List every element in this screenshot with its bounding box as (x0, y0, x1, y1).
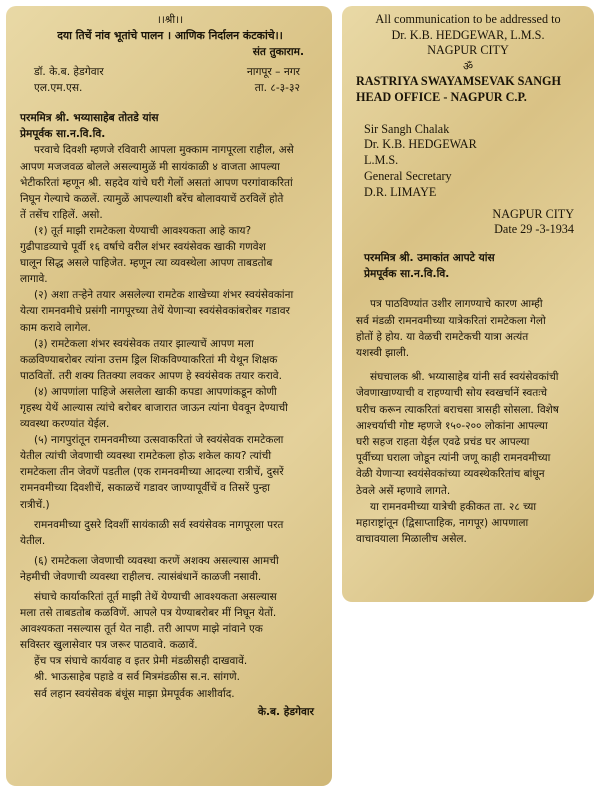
paragraph: श्री. भाऊसाहेब पहाडे व सर्व मित्रमंडळीस स.न. सांगणे. (34, 671, 240, 684)
org-office: HEAD OFFICE - NAGPUR C.P. (356, 89, 527, 104)
shri-invocation: ।।श्री।। (156, 14, 184, 26)
address-name: Dr. K.B. HEDGEWAR, L.M.S. (391, 27, 545, 42)
official-line: Sir Sangh Chalak (364, 121, 450, 136)
official-line: L.M.S. (364, 153, 399, 168)
official-line: D.R. LIMAYE (364, 184, 437, 199)
paragraph: (३) रामटेकला शंभर स्वयंसेवक तयार झाल्याचें आपण मला कळविण्याबरोबर त्यांना उत्तम ड्रिल शिकविण्याकरितां मी येथून शिक्षक पाठवितों. तरी शक्य तितक्या लवकर आपण हे स्वयंसेवक तयार करावे. (20, 337, 282, 382)
letter-body (356, 296, 580, 547)
verse-author: संत तुकाराम. (252, 46, 304, 59)
official-line: Dr. K.B. HEDGEWAR (364, 137, 477, 152)
paragraph: (१) तूर्त माझी रामटेकला येण्याची आवश्यकता आहे काय? गुढीपाडव्याचे पूर्वी १६ वर्षाचे वरील शंभर स्वयंसेवक खाकी गणवेश घालून सिद्ध असले पाहिजेत. म्हणून त्या व्यवस्थेला आपण ताबडतोब लागावे. (20, 224, 273, 286)
om-symbol: ॐ (462, 59, 474, 73)
address-note: All communication to be addressed to (375, 12, 561, 26)
paragraph: संघचालक श्री. भय्यासाहेब यांनी सर्व स्वयंसेवकांची जेवणाखाण्याची व राहण्याची सोय स्वखर्चानें स्वतःचे घरीच करून त्याकरितां बराचसा त्रासही सोसला. विशेष आश्चर्याची गोष्ट म्हणजे १५०-२०० लोकांना आपल्या घरी सहज राहता येईल एवढे प्रचंड घर आपल्या पूर्वीच्या घराला जोडून त्यांनी जणू काही रामनवमीच्या वेळी येणाऱ्या स्वयंसेवकांच्या व्यवस्थेकरितांच बांधून ठेवले असें म्हणावे लागते. (356, 371, 559, 497)
officials-list (356, 122, 580, 201)
org-name: RASTRIYA SWAYAMSEVAK SANGH (356, 74, 561, 89)
paragraph: (२) अशा तऱ्हेने तयार असलेल्या रामटेक शाखेच्या शंभर स्वयंसेवकांना येत्या रामनवमीचे प्रसंगी नागपूरच्या तेथें येणाऱ्या स्वयंसेवकांबरोबर गडावर काम करावे लागेल. (20, 289, 294, 334)
letter-date: ता. ८-३-३२ (254, 82, 300, 95)
paragraph: पत्र पाठविण्यांत उशीर लागण्याचे कारण आम्ही सर्व मंडळी रामनवमीच्या यात्रेकरितां रामटेकला गेलो होतों हे होय. या वेळची रामटेकची यात्रा अत्यंत यशस्वी झाली. (356, 298, 546, 359)
paragraph: सर्व लहान स्वयंसेवक बंधूंस माझा प्रेमपूर्वक आशीर्वाद. (34, 687, 235, 700)
sender-name: डॉ. के.ब. हेडगेवार (34, 66, 104, 79)
date-line: Date 29 -3-1934 (494, 222, 574, 237)
right-letter-card (342, 6, 594, 602)
greeting: प्रेमपूर्वक सा.न.वि.वि. (364, 268, 450, 281)
greeting: प्रेमपूर्वक सा.न.वि.वि. (20, 128, 106, 141)
paragraph: हेंच पत्र संघाचे कार्यवाह व इतर प्रेमी मंडळीसही दाखवावें. (34, 655, 248, 668)
paragraph: या रामनवमीच्या यात्रेची हकीकत ता. २८ च्या महाराष्ट्रांतून (द्विसाप्ताहिक, नागपूर) आपणाला वाचावयाला मिळालीच असेल. (356, 500, 537, 546)
addressee: परममित्र श्री. उमाकांत आपटे यांस (364, 252, 495, 265)
official-line: General Secretary (364, 168, 452, 183)
letterhead-row-1 (20, 64, 320, 80)
paragraph: संघाचे कार्याकरितां तूर्त माझी तेथें येण्याची आवश्यकता असल्यास मला तसे ताबडतोब कळविणें. आपले पत्र येण्याबरोबर मीं निघून येतों. आवश्यकता नसल्यास तूर्त येत नाही. तरी आपण माझे नांवाने एक सविस्तर खुलासेवार पत्र जरूर पाठवावे. कळावें. (20, 591, 277, 652)
letter-body (20, 142, 320, 701)
addressee: परममित्र श्री. भय्यासाहेब तोतडे यांस (20, 112, 159, 125)
paragraph: रामनवमीच्या दुसरे दिवशीं सायंकाळी सर्व स्वयंसेवक नागपूरला परत येतील. (20, 518, 284, 547)
address-city: NAGPUR CITY (427, 43, 509, 58)
paragraph: (६) रामटेकला जेवणाची व्यवस्था करणें अशक्य असल्यास आमची नेहमीची जेवणाची व्यवस्था राहीलच. त्यासंबंधानें काळजी नसावी. (20, 554, 279, 583)
paragraph: (४) आपणांला पाहिजे असलेला खाकी कपडा आपणांकडून कोणी गृहस्थ येथें आल्यास त्यांचे बरोबर बाजारात जाऊन त्यांना घेववून देण्याची व्यवस्था करण्यांत येईल. (20, 385, 288, 431)
letterhead-row-2 (20, 80, 320, 96)
signature: के.ब. हेडगेवार (257, 705, 314, 718)
left-letter-card (6, 6, 332, 786)
paragraph: परवाचे दिवशी म्हणजे रविवारी आपला मुक्काम नागपूरला राहील, असे आपण मजजवळ बोलले असल्यामुळें मी सायंकाळी ४ वाजता आपल्या भेटीकरितां म्हणून श्री. सहदेव यांचे घरी गेलों असतां आपण परगांवाकरितां निघून गेल्याचे कळलें. त्यामुळें आपल्याशी बरेंच बोलावयाचें ठरविलें होते तें तसेंच राहिलें. असो. (20, 144, 294, 221)
sender-place: नागपूर – नगर (246, 66, 300, 79)
verse-line: दया तिचें नांव भूतांचे पालन । आणिक निर्दालन कंटकांचे।। (57, 29, 283, 43)
city-line: NAGPUR CITY (492, 206, 574, 221)
paragraph: (५) नागपुरांतून रामनवमीच्या उत्सवाकरितां जे स्वयंसेवक रामटेकला येतील त्यांची जेवणाची व्यवस्था रामटेकला होऊ शकेल काय? त्यांची रामटेकला तीन जेवणें पडतील (एक रामनवमीच्या आदल्या रात्रीचें, दुसरें रामनवमीच्या दिवशीचें, सकाळचें गडावर जाण्यापूर्वीचें व तिसरें पुन्हा रात्रीचें.) (20, 434, 284, 511)
sender-degree: एल.एम.एस. (34, 82, 83, 95)
